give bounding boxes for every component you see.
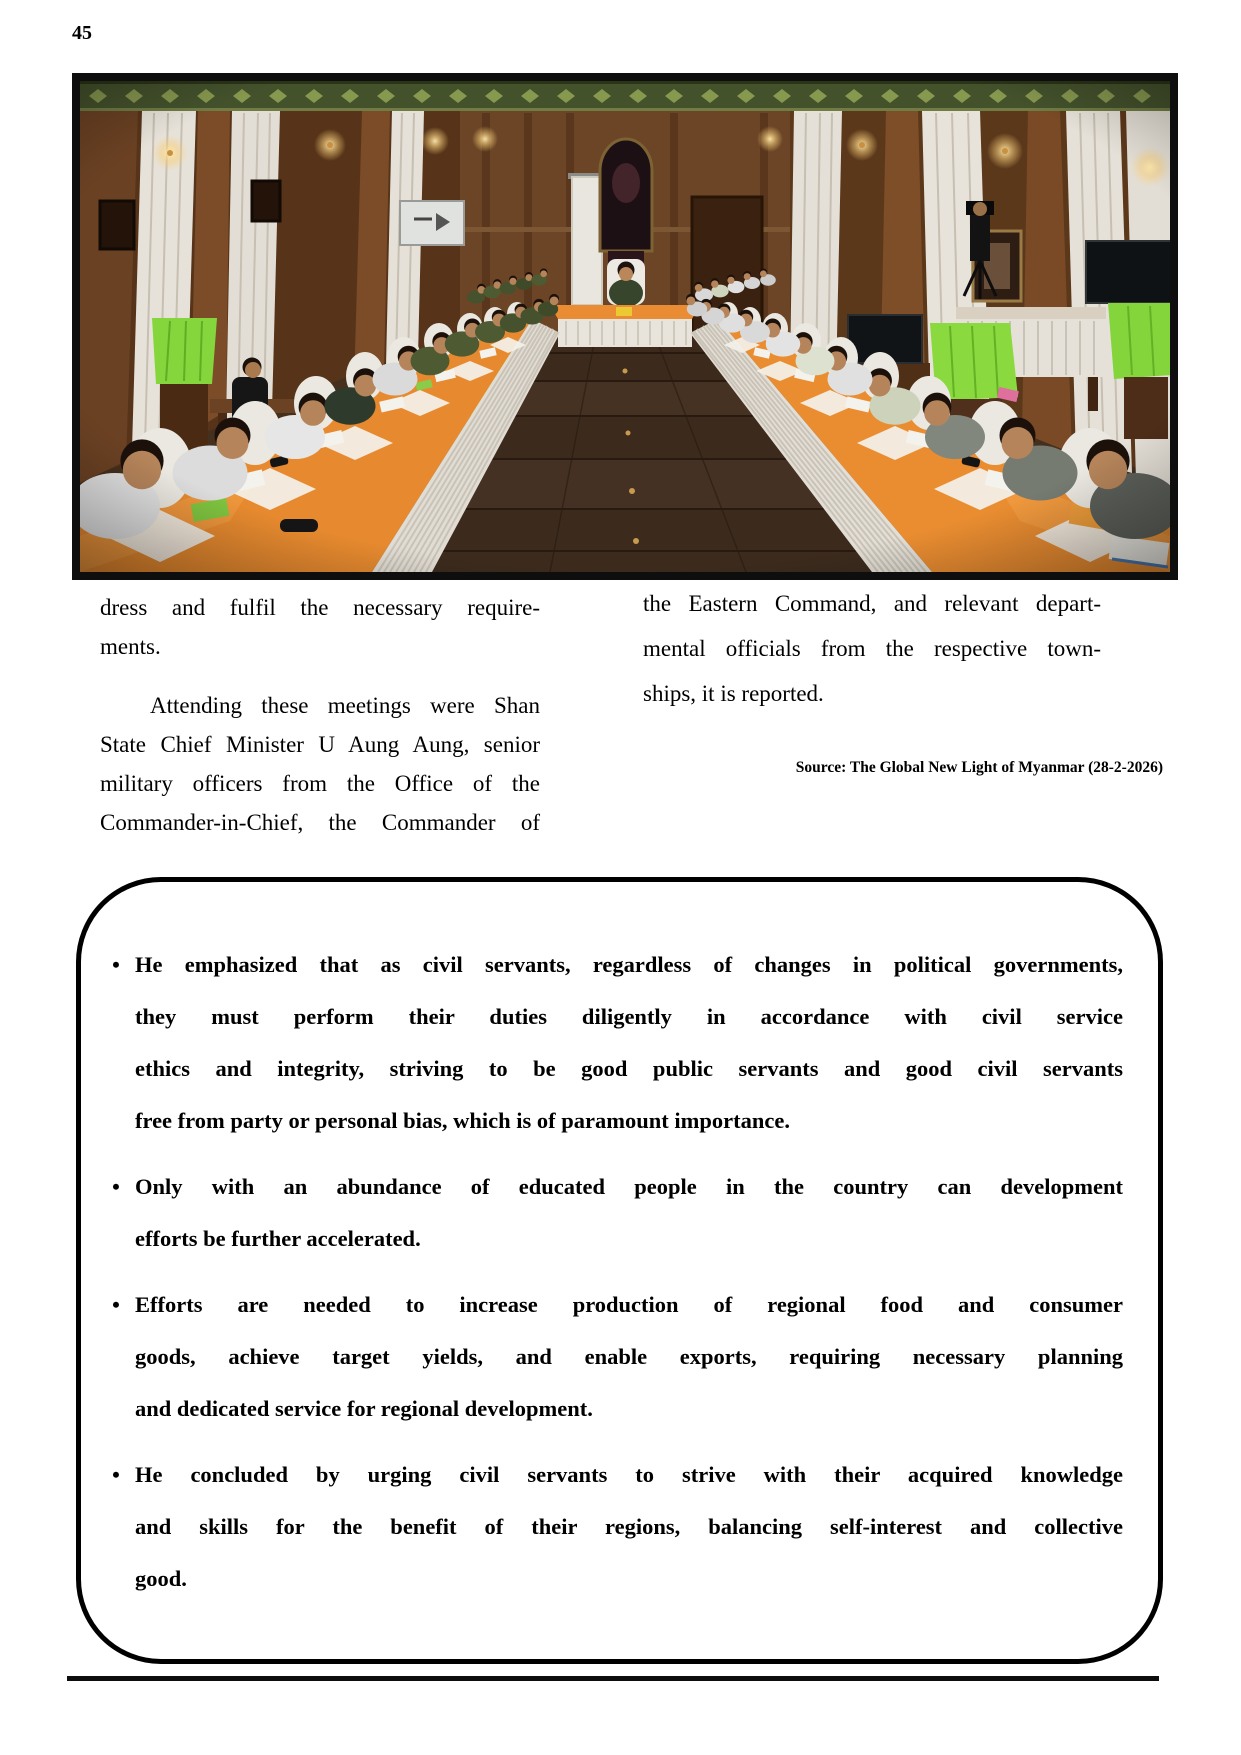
text-line: He concluded by urging civil servants to strive with their acquired knowledge	[135, 1462, 1123, 1487]
text-line: the Eastern Command, and relevant depart-	[643, 591, 1101, 616]
text-line: He emphasized that as civil servants, regardless of changes in political governments,	[135, 952, 1123, 977]
text-line: State Chief Minister U Aung Aung, senior	[100, 732, 540, 757]
bullet-marker: •	[112, 1462, 120, 1487]
text-line: mental officials from the respective town-	[643, 636, 1101, 661]
body-column-left	[100, 588, 540, 842]
text-line: Efforts are needed to increase production of regional food and consumer	[135, 1292, 1123, 1317]
bullet-item	[97, 1161, 1123, 1265]
meeting-photo-illustration	[80, 81, 1170, 572]
text-line: dress and fulfil the necessary require-	[100, 595, 540, 620]
text-line: ments.	[100, 634, 161, 659]
text-line: ships, it is reported.	[643, 681, 824, 706]
source-attribution: Source: The Global New Light of Myanmar (28-2-2026)	[795, 759, 1163, 776]
text-line: Commander-in-Chief, the Commander of	[100, 810, 540, 835]
bullet-marker: •	[112, 1174, 120, 1199]
text-line: efforts be further accelerated.	[135, 1226, 421, 1251]
text-line: military officers from the Office of the	[100, 771, 540, 796]
bullet-item	[97, 1279, 1123, 1435]
bullet-text	[135, 1449, 1123, 1605]
bullet-text	[135, 939, 1123, 1147]
text-line: ethics and integrity, striving to be good public servants and good civil servants	[135, 1056, 1123, 1081]
bullet-text	[135, 1279, 1123, 1435]
text-line: goods, achieve target yields, and enable exports, requiring necessary planning	[135, 1344, 1123, 1369]
bullet-marker: •	[112, 1292, 120, 1317]
text-line: good.	[135, 1566, 187, 1591]
text-line: Attending these meetings were Shan	[150, 693, 540, 718]
page-number: 45	[72, 22, 92, 44]
bullet-text	[135, 1161, 1123, 1265]
bottom-rule	[67, 1676, 1159, 1681]
paragraph	[100, 588, 540, 666]
text-line: and skills for the benefit of their regions, balancing self-interest and collective	[135, 1514, 1123, 1539]
text-line: they must perform their duties diligently in accordance with civil service	[135, 1004, 1123, 1029]
body-column-right	[643, 581, 1101, 716]
paragraph	[643, 581, 1101, 716]
paragraph	[100, 686, 540, 842]
meeting-photo	[72, 73, 1178, 580]
bullet-marker: •	[112, 952, 120, 977]
text-line: and dedicated service for regional development.	[135, 1396, 593, 1421]
bullet-item	[97, 1449, 1123, 1605]
text-line: Only with an abundance of educated people in the country can development	[135, 1174, 1123, 1199]
text-line: free from party or personal bias, which is of paramount importance.	[135, 1108, 790, 1133]
bullet-item	[97, 939, 1123, 1147]
key-points-box	[76, 877, 1163, 1664]
